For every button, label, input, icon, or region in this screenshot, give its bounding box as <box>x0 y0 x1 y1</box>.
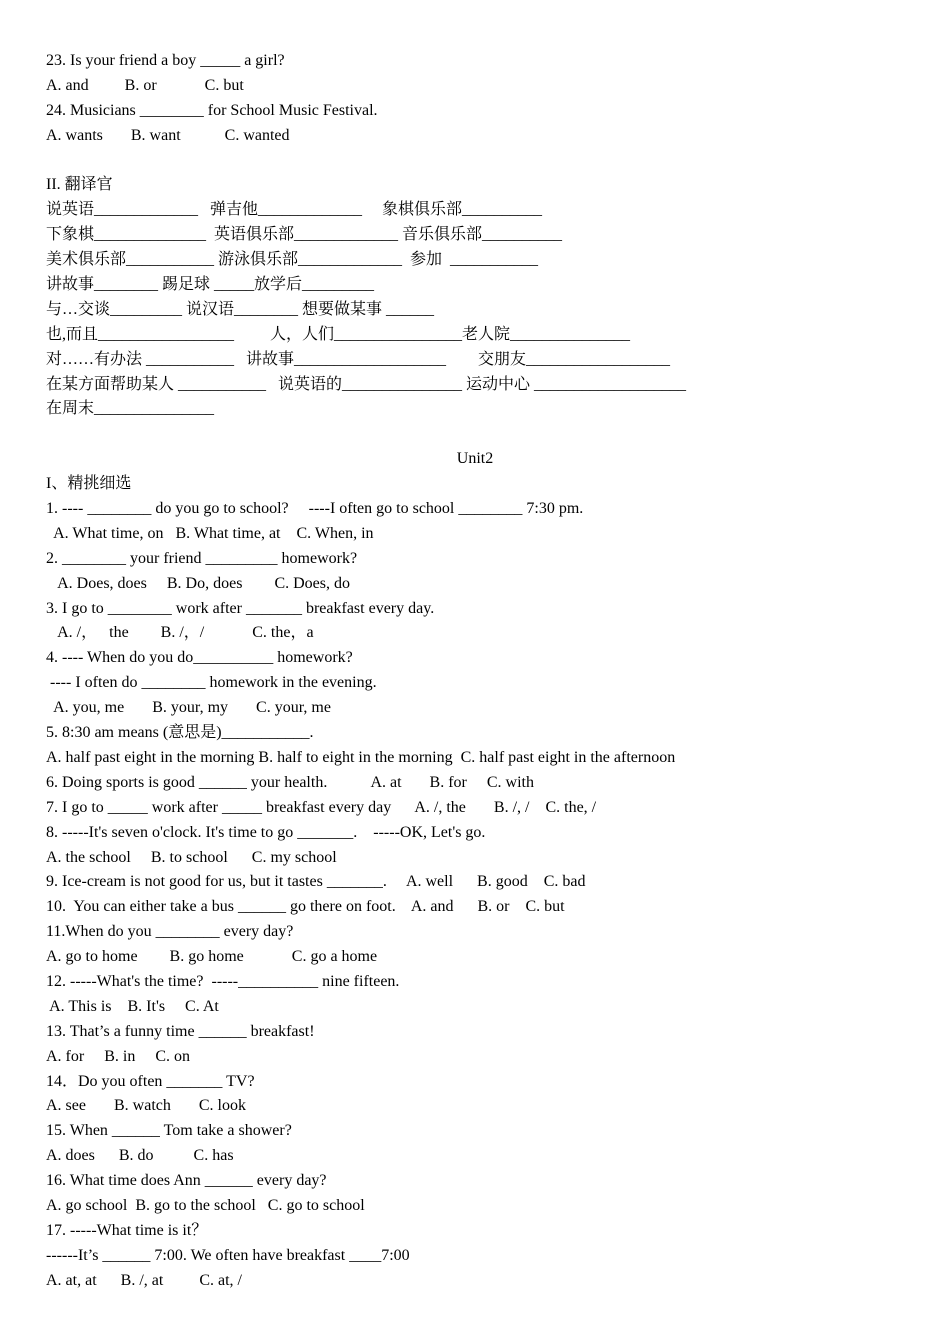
question-1-options: A. What time, on B. What time, at C. When, in <box>46 524 374 542</box>
question-4-answer: ---- I often do ________ homework in the evening. <box>46 674 377 692</box>
question-10: 10. You can either take a bus ______ go there on foot. A. and B. or C. but <box>46 898 565 916</box>
question-8: 8. -----It's seven o'clock. It's time to go _______. -----OK, Let's go. <box>46 823 486 841</box>
question-4-options: A. you, me B. your, my C. your, me <box>46 699 331 717</box>
question-13: 13. That’s a funny time ______ breakfast! <box>46 1022 315 1040</box>
translation-row-3: 美术俱乐部___________ 游泳俱乐部_____________ 参加 ___________ <box>46 251 539 269</box>
question-13-options: A. for B. in C. on <box>46 1047 190 1065</box>
translation-row-5: 与…交谈_________ 说汉语________ 想要做某事 ______ <box>46 300 435 318</box>
question-24: 24. Musicians ________ for School Music Festival. <box>46 101 378 119</box>
translation-row-6: 也,而且_________________ 人，人们________________老人院_______________ <box>46 325 631 343</box>
worksheet-page <box>46 49 926 1294</box>
question-23-options: A. and B. or C. but <box>46 76 244 94</box>
translation-row-8: 在某方面帮助某人 ___________ 说英语的_______________ 运动中心 ___________________ <box>46 375 687 393</box>
question-17-options: A. at, at B. /, at C. at, / <box>46 1271 242 1289</box>
question-3-options: A. /， the B. /，/ C. the，a <box>46 624 314 642</box>
question-2-options: A. Does, does B. Do, does C. Does, do <box>46 574 350 592</box>
question-5: 5. 8:30 am means (意思是)___________. <box>46 724 314 742</box>
section-translation-heading: II. 翻译官 <box>46 176 113 194</box>
spacer <box>46 149 926 174</box>
question-12: 12. -----What's the time? -----__________ nine fifteen. <box>46 972 400 990</box>
question-14: 14．Do you often _______ TV? <box>46 1072 255 1090</box>
question-9: 9. Ice-cream is not good for us, but it tastes _______. A. well B. good C. bad <box>46 873 586 891</box>
translation-row-4: 讲故事________ 踢足球 _____放学后_________ <box>46 276 375 294</box>
question-7: 7. I go to _____ work after _____ breakfast every day A. /, the B. /, / C. the, / <box>46 798 597 816</box>
question-14-options: A. see B. watch C. look <box>46 1097 246 1115</box>
question-16: 16. What time does Ann ______ every day? <box>46 1172 327 1190</box>
question-17: 17. -----What time is it？ <box>46 1221 208 1239</box>
unit-title: Unit2 <box>456 450 494 468</box>
question-3: 3. I go to ________ work after _______ breakfast every day. <box>46 599 435 617</box>
translation-row-9: 在周末_______________ <box>46 400 215 418</box>
question-5-options: A. half past eight in the morning B. half to eight in the morning C. half past eight in the afternoon <box>46 748 676 766</box>
question-6: 6. Doing sports is good ______ your health. A. at B. for C. with <box>46 773 534 791</box>
question-2: 2. ________ your friend _________ homework? <box>46 549 358 567</box>
question-4: 4. ---- When do you do__________ homework? <box>46 649 353 667</box>
question-1: 1. ---- ________ do you go to school? ----I often go to school ________ 7:30 pm. <box>46 500 584 518</box>
question-8-options: A. the school B. to school C. my school <box>46 848 337 866</box>
question-15: 15. When ______ Tom take a shower? <box>46 1122 292 1140</box>
translation-row-1: 说英语_____________ 弹吉他_____________ 象棋俱乐部__________ <box>46 201 543 219</box>
question-12-options: A. This is B. It's C. At <box>46 997 219 1015</box>
question-17-answer: ------It’s ______ 7:00. We often have breakfast ____7:00 <box>46 1246 410 1264</box>
spacer <box>46 422 926 447</box>
question-24-options: A. wants B. want C. wanted <box>46 126 290 144</box>
question-11-options: A. go to home B. go home C. go a home <box>46 948 378 966</box>
question-16-options: A. go school B. go to the school C. go to school <box>46 1196 365 1214</box>
question-15-options: A. does B. do C. has <box>46 1147 234 1165</box>
section-choice-heading: I、精挑细选 <box>46 475 132 493</box>
question-11: 11.When do you ________ every day? <box>46 923 294 941</box>
translation-row-2: 下象棋______________ 英语俱乐部_____________ 音乐俱乐部__________ <box>46 226 563 244</box>
translation-row-7: 对……有办法 ___________ 讲故事___________________ 交朋友__________________ <box>46 350 671 368</box>
question-23: 23. Is your friend a boy _____ a girl? <box>46 52 285 69</box>
